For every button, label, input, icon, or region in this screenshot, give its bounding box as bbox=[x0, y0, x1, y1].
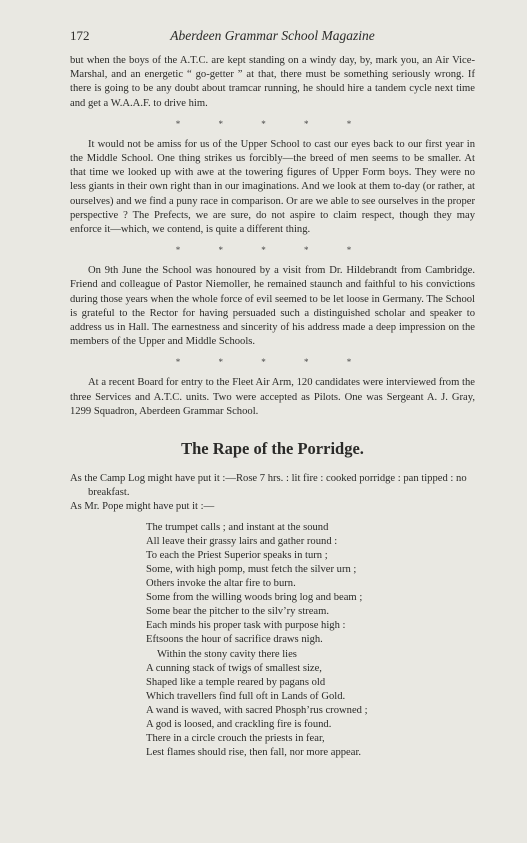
poem-line: Eftsoons the hour of sacrifice draws nigh. bbox=[146, 634, 323, 646]
poem-line: Others invoke the altar fire to burn. bbox=[146, 578, 296, 590]
poem-line: Shaped like a temple reared by pagans old bbox=[146, 676, 326, 688]
poem-line: A cunning stack of twigs of smallest size, bbox=[146, 662, 322, 674]
page-number: 172 bbox=[70, 28, 90, 43]
poem bbox=[146, 521, 475, 761]
section-separator: * * * * * bbox=[175, 245, 370, 256]
section-separator: * * * * * bbox=[175, 357, 370, 368]
paragraph-fleet-air-arm: At a recent Board for entry to the Fleet Air Arm, 120 candidates were interviewed from the three Services and A.T.C. units. Two were accepted as Pilots. One was Sergeant A. J. Gray, 1299 Squadron, Aberdeen Grammar School. bbox=[70, 377, 475, 417]
poem-line: Some bear the pitcher to the silv’ry stream. bbox=[146, 606, 329, 618]
poem-line: Lest flames should rise, then fall, nor more appear. bbox=[146, 747, 362, 759]
article-title: The Rape of the Porridge. bbox=[181, 439, 364, 459]
section-separator: * * * * * bbox=[175, 118, 370, 129]
poem-line: All leave their grassy lairs and gather round : bbox=[146, 535, 338, 547]
poem-line: To each the Priest Superior speaks in turn ; bbox=[146, 549, 328, 561]
poem-line: Which travellers find full oft in Lands of Gold. bbox=[146, 690, 346, 702]
poem-line: Some from the willing woods bring log and beam ; bbox=[146, 592, 363, 604]
poem-line: Each minds his proper task with purpose high : bbox=[146, 620, 346, 632]
poem-line: There in a circle crouch the priests in fear, bbox=[146, 733, 325, 745]
article-intro-pope: As Mr. Pope might have put it :— bbox=[70, 501, 215, 513]
poem-line: Some, with high pomp, must fetch the silver urn ; bbox=[146, 563, 357, 575]
poem-line: Within the stony cavity there lies bbox=[157, 648, 297, 660]
article-intro-camp-log: As the Camp Log might have put it :—Rose 7 hrs. : lit fire : cooked porridge : pan tipped : no breakfast. bbox=[70, 473, 467, 499]
paragraph-atc-note: but when the boys of the A.T.C. are kept standing on a windy day, by, mark you, an Air Vice-Marshal, and an energetic “ go-getter ” at that, there must be something seriously wrong. If there is going to be any doubt about tramcar running, he should hire a tandem cycle next time and get a W.A.A.F. to drive him. bbox=[70, 55, 475, 109]
running-title: Aberdeen Grammar School Magazine bbox=[170, 28, 375, 43]
paragraph-upper-school: It would not be amiss for us of the Upper School to cast our eyes back to our first year in the Middle School. One thing strikes us forcibly—the breed of men seems to be smaller. At that time we looked up with awe at the towering figures of Upper Form boys. They were no less giants in their own right than in our imaginations. And we look at them to-day (or rather, at ourselves) and we find a puny race in comparison. Or are we able to see ourselves in the proper perspective ? The Prefects, we are sure, do not aspire to claim respect, though they may enforce it—which, we contend, is quite a different thing. bbox=[70, 138, 475, 236]
poem-line: A wand is waved, with sacred Phosph’rus crowned ; bbox=[146, 704, 368, 716]
paragraph-hildebrandt-visit: On 9th June the School was honoured by a visit from Dr. Hildebrandt from Cambridge. Friend and colleague of Pastor Niemoller, he remained staunch and faithful to his convictions during those years when the whole force of evil seemed to be let loose in Germany. The School is grateful to the Rector for having persuaded such a distinguished scholar and speaker to address us in Hall. The earnestness and sincerity of his address made a deep impression on the members of the Upper and Middle Schools. bbox=[70, 265, 475, 348]
poem-line: A god is loosed, and crackling fire is found. bbox=[146, 718, 332, 730]
poem-line: The trumpet calls ; and instant at the sound bbox=[146, 521, 329, 533]
page-header bbox=[70, 28, 475, 54]
